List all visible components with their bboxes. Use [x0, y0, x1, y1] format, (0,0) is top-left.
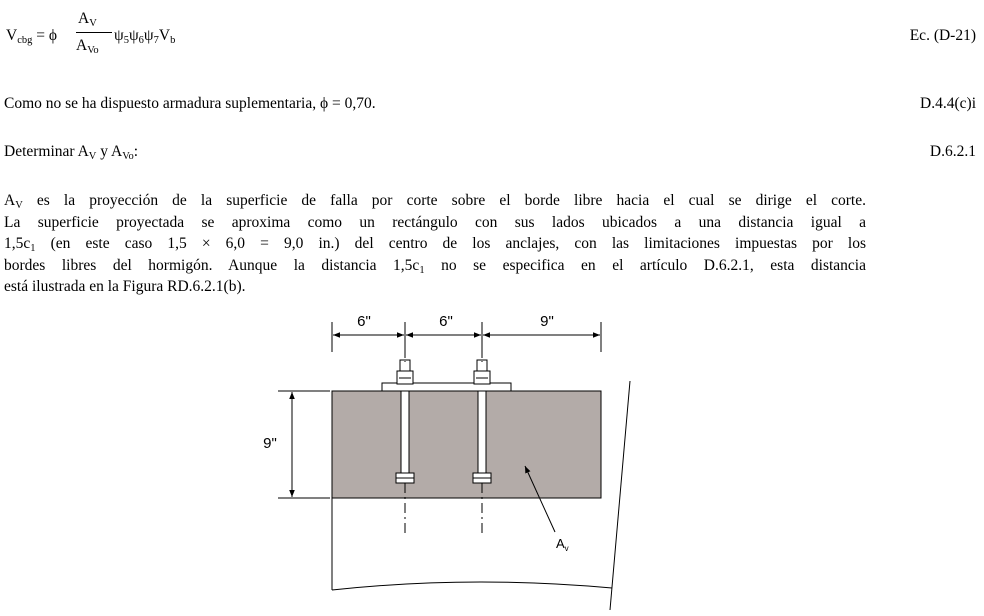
paragraph-line-1: $A_V$ es la proyección de la superficie de falla por corte sobre el borde libre hacia el cual se dirige el corte. [4, 192, 866, 211]
determine-statement: Determinar $A_V$ y $A_{Vo}$: [4, 143, 139, 162]
equation-numerator: $A_V$ [78, 10, 97, 29]
equation-reference: Ec. (D-21) [909, 27, 976, 44]
top-dimensions [332, 322, 601, 352]
paragraph-line-3: $1,5c_1$ (en este caso 1,5 × 6,0 = 9,0 in.) del centro de los anclajes, con las limitaciones impuestas por los [4, 235, 866, 254]
phi-reference: D.4.4(c)i [920, 95, 976, 112]
paragraph-line-5: está ilustrada en la Figura RD.6.2.1(b). [4, 278, 246, 295]
equation-denominator: $A_{Vo}$ [76, 37, 99, 56]
dim-label-1: 6" [357, 313, 371, 330]
phi-statement: Como no se ha dispuesto armadura suplementaria, ϕ = 0,70. [4, 95, 376, 112]
dim-label-3: 9" [540, 313, 554, 330]
area-label: $A_v$ [556, 536, 569, 553]
projected-area [332, 391, 601, 498]
equation-lhs: $V_{cbg} = \phi$ [6, 27, 58, 46]
paragraph-line-2: La superficie proyectada se aproxima como un rectángulo con sus lados ubicados a una distancia igual a [4, 213, 866, 231]
left-dimension [278, 391, 330, 498]
equation-psi-terms: $\psi_5\psi_6\psi_7V_b$ [114, 27, 176, 46]
dim-label-left: 9" [263, 435, 277, 452]
paragraph-line-4: bordes libres del hormigón. Aunque la distancia $1,5c_1$ no se especifica en el artículo D.6.2.1, esta distancia [4, 256, 866, 276]
dim-label-2: 6" [439, 313, 453, 330]
determine-reference: D.6.2.1 [929, 143, 976, 160]
